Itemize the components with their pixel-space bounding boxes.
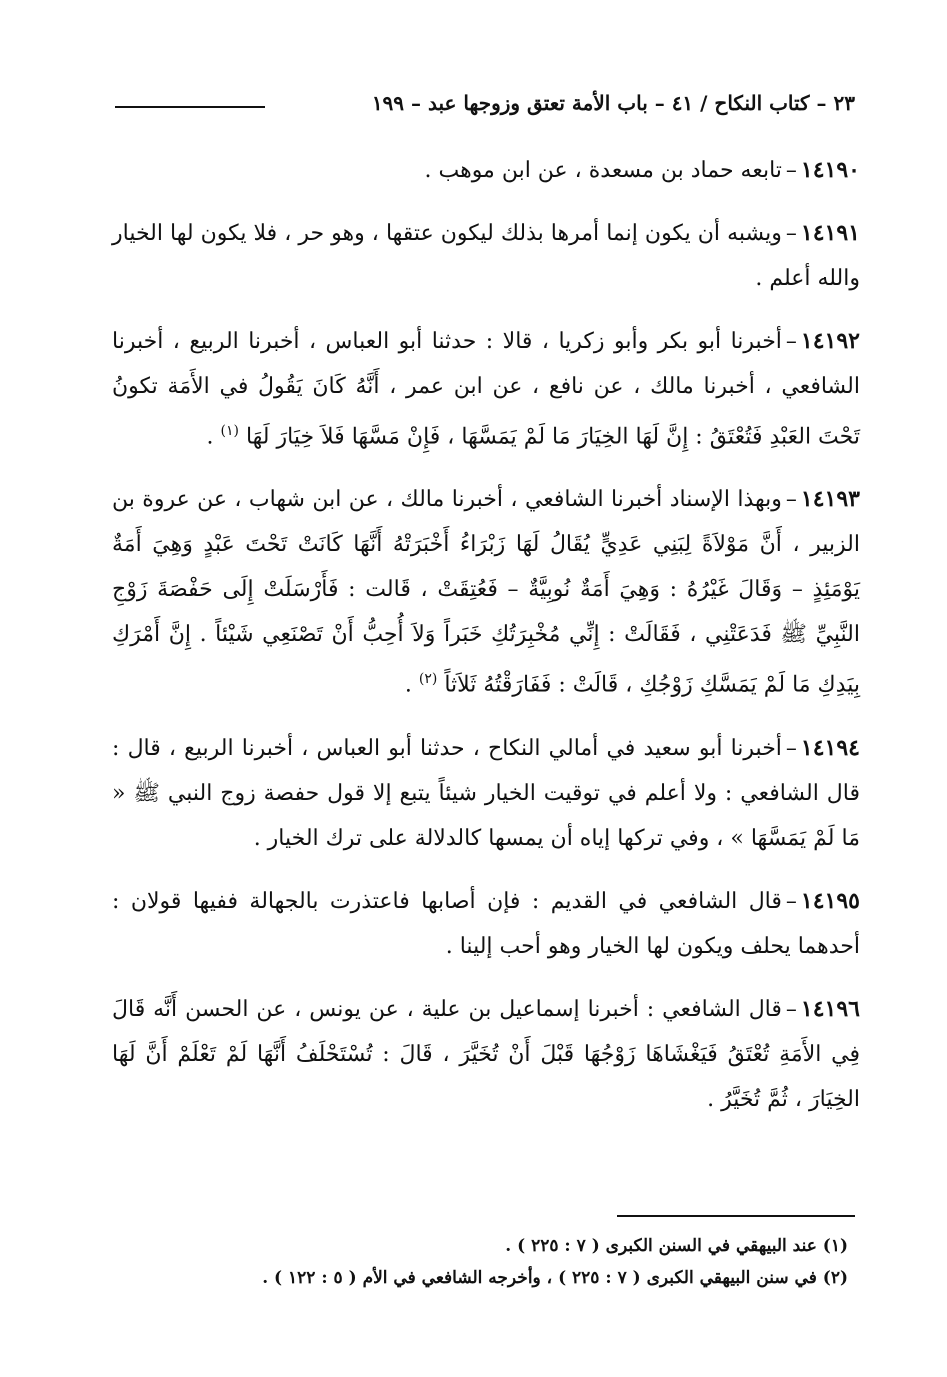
main-text [112, 148, 860, 1140]
paragraph-14191: ١٤١٩١–ويشبه أن يكون إنما أمرها بذلك ليكون عتقها ، وهو حر ، فلا يكون لها الخيار والله أعلم . [112, 220, 860, 291]
footnote-2: (٢) في سنن البيهقي الكبرى ( ٧ : ٢٢٥ ) ، وأخرجه الشافعي في الأم ( ٥ : ١٢٢ ) . [262, 1268, 848, 1288]
paragraph-14190: ١٤١٩٠–تابعه حماد بن مسعدة ، عن ابن موهب . [424, 157, 860, 183]
hadith-number: ١٤١٩٤ [800, 734, 860, 761]
footnotes [112, 1230, 848, 1294]
paragraph-14195: ١٤١٩٥–قال الشافعي في القديم : فإن أصابها فاعتذرت بالجهالة ففيها قولان : أحدهما يحلف ويكون لها الخيار وهو أحب إلينا . [112, 887, 860, 959]
footnote-ref-1[interactable]: (١) [220, 423, 239, 439]
footnote-ref-2[interactable]: (٢) [418, 671, 438, 688]
paragraph-tail: . [206, 424, 221, 450]
paragraph-14193: ١٤١٩٣–وبهذا الإسناد أخبرنا الشافعي ، أخبرنا مالك ، عن ابن شهاب ، عن عروة بن الزبير ، أَنَّ مَوْلاَةً لِبَنِي عَدِيٍّ يُقَالُ لَهَا زَبْرَاءُ أَخْبَرَتْهُ أَنَّهَا كَانَتْ تَحْتَ عَبْدٍ وَهِيَ أَمَةٌ يَوْمَئِذٍ – وَقَالَ غَيْرُهُ : وَهِيَ أَمَةٌ نُوبِيَّةٌ – فَعُتِقَتْ ، قَالت : فَأَرْسَلَتْ إِلَى حَفْصَةَ زَوْجِ النَّبِيِّ ﷺ فَدَعَتْنِي ، فَقَالَتْ : إِنِّي مُخْبِرَتُكِ خَبَراً وَلاَ أُحِبُّ أَنْ تَصْنَعِي شَيْئاً . إِنَّ أَمْرَكِ بِيَدِكِ مَا لَمْ يَمَسَّكِ زَوْجُكِ ، قَالَتْ : فَفَارَقْتُهُ ثَلاَثاً $^{(٢)}$ . [112, 486, 860, 698]
header-rule [115, 106, 265, 108]
paragraph-14196: ١٤١٩٦–قال الشافعي : أخبرنا إسماعيل بن علية ، عن يونس ، عن الحسن أَنَّه قَالَ فِي الأَمَةِ تُعْتَقُ فَيَغْشَاهَا زَوْجُهَا قَبْلَ أَنْ تُخَيَّرَ ، قَالَ : تُسْتَحْلَفُ أَنَّهَا لَمْ تَعْلَمْ أَنَّ لَهَا الخِيَارَ ، ثُمَّ تُخَيَّرُ . [112, 995, 860, 1112]
paragraph-text: ويشبه أن يكون إنما أمرها بذلك ليكون عتقها ، وهو حر ، فلا يكون لها الخيار والله أعلم . [112, 221, 860, 291]
paragraph-tail: . [404, 672, 419, 698]
hadith-number: ١٤١٩٢ [800, 328, 860, 354]
paragraph-text: أخبرنا أبو بكر وأبو زكريا ، قالا : حدثنا أبو العباس ، أخبرنا الربيع ، أخبرنا الشافعي ، أخبرنا مالك ، عن نافع ، عن ابن عمر ، أَنَّهُ كَانَ يَقُولُ في الأَمَة تكونُ تَحْتَ العَبْدِ فَتُعْتَقُ : إِنَّ لَهَا الخِيَارَ مَا لَمْ يَمَسَّهَا ، فَإِنْ مَسَّهَا فَلاَ خِيَارَ لَهَا [112, 329, 860, 450]
hadith-number: ١٤١٩١ [800, 220, 860, 246]
paragraph-text: أخبرنا أبو سعيد في أمالي النكاح ، حدثنا أبو العباس ، أخبرنا الربيع ، قال : قال الشافعي : ولا أعلم في توقيت الخيار شيئاً يتبع إلا قول حفصة زوج النبي ﷺ « مَا لَمْ يَمَسَّهَا » ، وفي تركها إياه أن يمسها كالدلالة على ترك الخيار . [112, 735, 860, 851]
paragraph-14192: ١٤١٩٢–أخبرنا أبو بكر وأبو زكريا ، قالا : حدثنا أبو العباس ، أخبرنا الربيع ، أخبرنا الشافعي ، أخبرنا مالك ، عن نافع ، عن ابن عمر ، أَنَّهُ كَانَ يَقُولُ في الأَمَة تكونُ تَحْتَ العَبْدِ فَتُعْتَقُ : إِنَّ لَهَا الخِيَارَ مَا لَمْ يَمَسَّهَا ، فَإِنْ مَسَّهَا فَلاَ خِيَارَ لَهَا $^{(١)}$ . [112, 328, 860, 450]
paragraph-text: تابعه حماد بن مسعدة ، عن ابن موهب . [424, 158, 782, 183]
paragraph-text: قال الشافعي في القديم : فإن أصابها فاعتذرت بالجهالة ففيها قولان : أحدهما يحلف ويكون لها الخيار وهو أحب إلينا . [112, 888, 860, 959]
paragraph-text: قال الشافعي : أخبرنا إسماعيل بن علية ، عن يونس ، عن الحسن أَنَّه قَالَ فِي الأَمَةِ تُعْتَقُ فَيَغْشَاهَا زَوْجُهَا قَبْلَ أَنْ تُخَيَّرَ ، قَالَ : تُسْتَحْلَفُ أَنَّهَا لَمْ تَعْلَمْ أَنَّ لَهَا الخِيَارَ ، ثُمَّ تُخَيَّرُ . [112, 996, 860, 1112]
paragraph-text: وبهذا الإسناد أخبرنا الشافعي ، أخبرنا مالك ، عن ابن شهاب ، عن عروة بن الزبير ، أَنَّ مَوْلاَةً لِبَنِي عَدِيٍّ يُقَالُ لَهَا زَبْرَاءُ أَخْبَرَتْهُ أَنَّهَا كَانَتْ تَحْتَ عَبْدٍ وَهِيَ أَمَةٌ يَوْمَئِذٍ – وَقَالَ غَيْرُهُ : وَهِيَ أَمَةٌ نُوبِيَّةٌ – فَعُتِقَتْ ، قَالت : فَأَرْسَلَتْ إِلَى حَفْصَةَ زَوْجِ النَّبِيِّ ﷺ فَدَعَتْنِي ، فَقَالَتْ : إِنِّي مُخْبِرَتُكِ خَبَراً وَلاَ أُحِبُّ أَنْ تَصْنَعِي شَيْئاً . إِنَّ أَمْرَكِ بِيَدِكِ مَا لَمْ يَمَسَّكِ زَوْجُكِ ، قَالَتْ : فَفَارَقْتُهُ ثَلاَثاً [112, 487, 860, 698]
paragraph-14194: ١٤١٩٤–أخبرنا أبو سعيد في أمالي النكاح ، حدثنا أبو العباس ، أخبرنا الربيع ، قال : قال الشافعي : ولا أعلم في توقيت الخيار شيئاً يتبع إلا قول حفصة زوج النبي ﷺ « مَا لَمْ يَمَسَّهَا » ، وفي تركها إياه أن يمسها كالدلالة على ترك الخيار . [112, 734, 860, 851]
hadith-number: ١٤١٩٣ [800, 486, 860, 513]
hadith-number: ١٤١٩٦ [800, 995, 860, 1022]
running-header [115, 88, 855, 124]
hadith-number: ١٤١٩٥ [800, 887, 860, 914]
running-title: ٢٣ – كتاب النكاح / ٤١ – باب الأمة تعتق وزوجها عبد – ١٩٩ [371, 91, 855, 115]
hadith-number: ١٤١٩٠ [800, 157, 860, 183]
footnote-1: (١) عند البيهقي في السنن الكبرى ( ٧ : ٢٢٥ ) . [505, 1236, 848, 1256]
footnote-rule [617, 1215, 855, 1217]
